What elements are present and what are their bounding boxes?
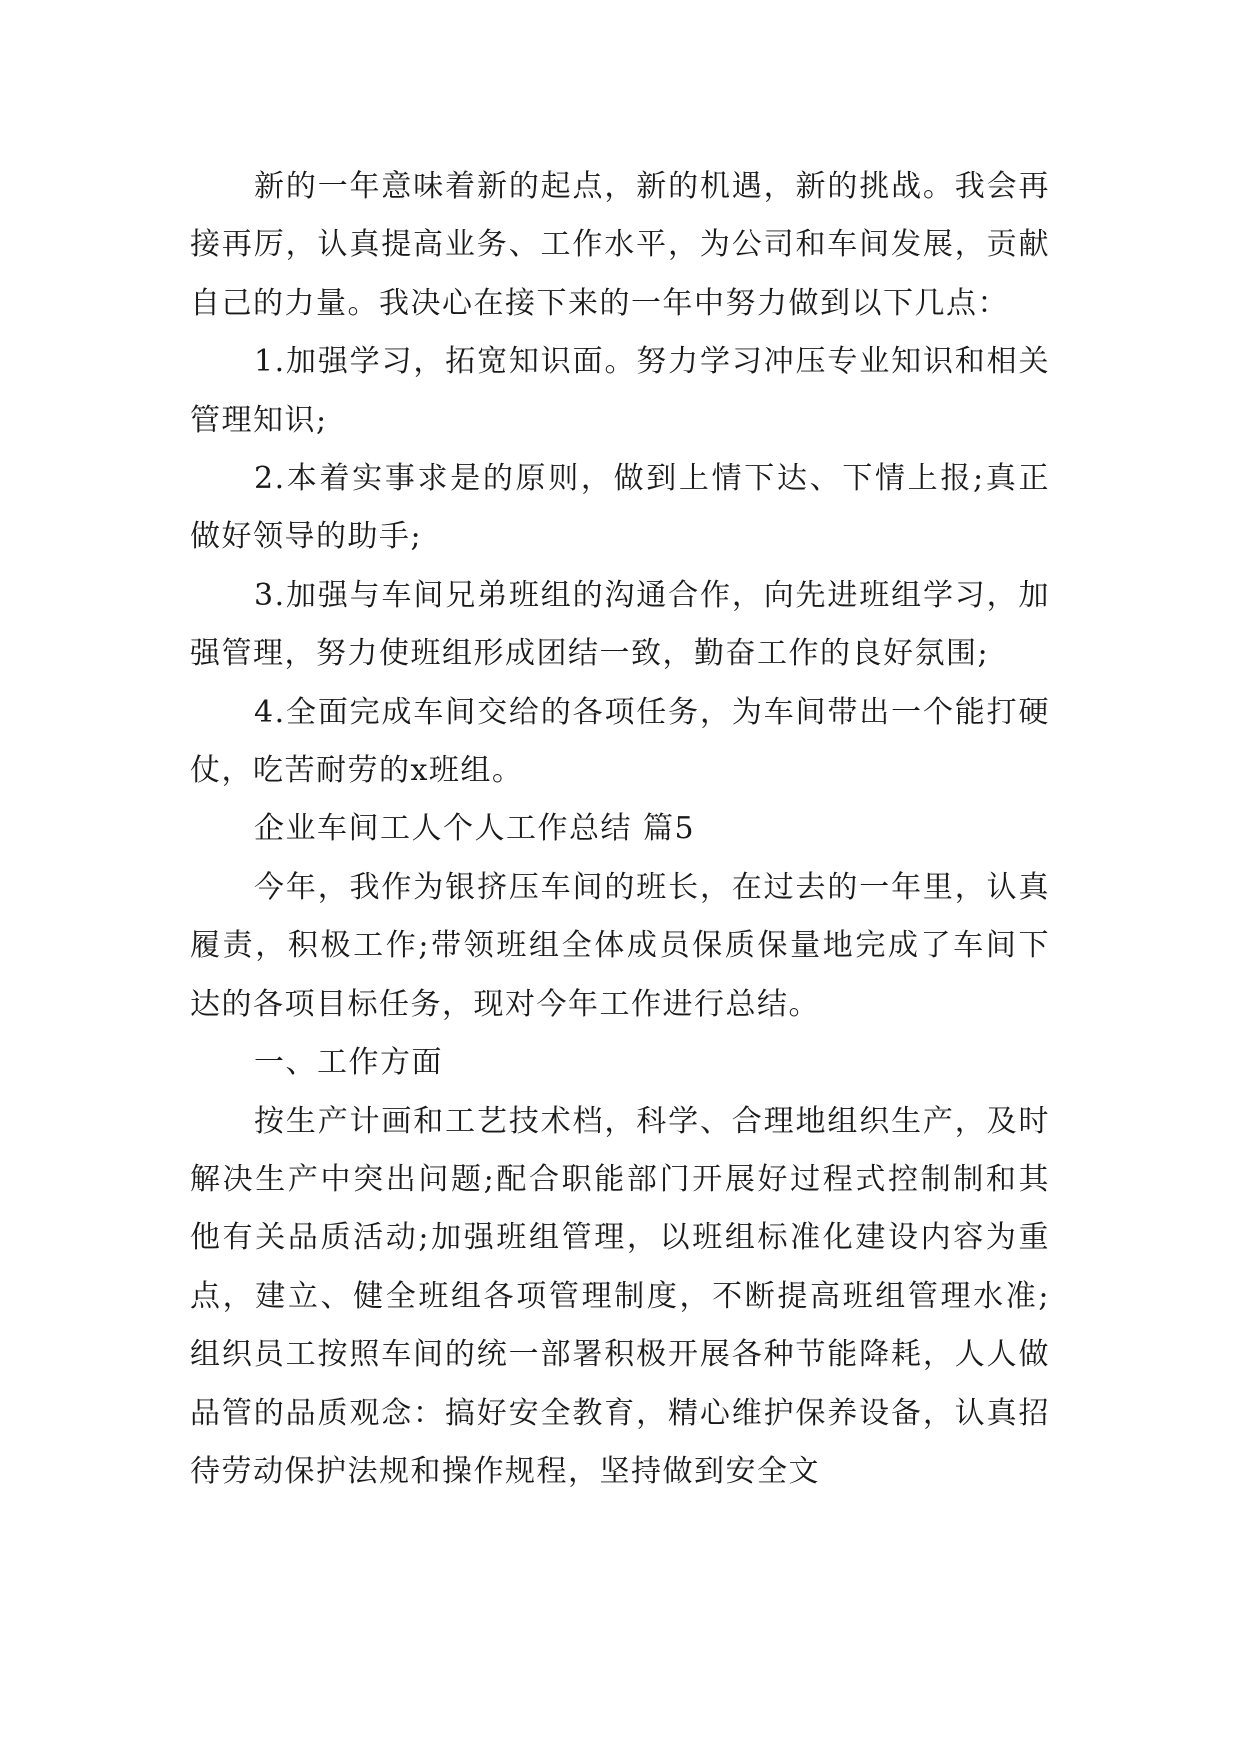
subsection-heading: 一、工作方面 bbox=[254, 1045, 443, 1081]
section-title: 企业车间工人个人工作总结 篇5 bbox=[254, 811, 696, 847]
list-item-4: 4.全面完成车间交给的各项任务，为车间带出一个能打硬仗，吃苦耐劳的x班组。 bbox=[190, 694, 1050, 789]
document-page bbox=[190, 158, 1050, 1501]
section-paragraph-1: 今年，我作为银挤压车间的班长，在过去的一年里，认真履责，积极工作;带领班组全体成员保质保量地完成了车间下达的各项目标任务，现对今年工作进行总结。 bbox=[190, 869, 1050, 1022]
list-item-1: 1.加强学习，拓宽知识面。努力学习冲压专业知识和相关管理知识; bbox=[190, 344, 1050, 438]
list-item-2: 2.本着实事求是的原则，做到上情下达、下情上报;真正做好领导的助手; bbox=[190, 461, 1050, 555]
section-paragraph-2: 按生产计画和工艺技术档，科学、合理地组织生产，及时解决生产中突出问题;配合职能部门开展好过程式控制制和其他有关品质活动;加强班组管理，以班组标准化建设内容为重点，建立、健全班组各项管理制度，不断提高班组管理水准;组织员工按照车间的统一部署积极开展各种节能降耗，人人做品管的品质观念：搞好安全教育，精心维护保养设备，认真招待劳动保护法规和操作规程，坚持做到安全文 bbox=[190, 1103, 1050, 1489]
paragraph-intro: 新的一年意味着新的起点，新的机遇，新的挑战。我会再接再厉，认真提高业务、工作水平，为公司和车间发展，贡献自己的力量。我决心在接下来的一年中努力做到以下几点： bbox=[190, 169, 1050, 321]
list-item-3: 3.加强与车间兄弟班组的沟通合作，向先进班组学习，加强管理，努力使班组形成团结一致，勤奋工作的良好氛围; bbox=[190, 577, 1050, 672]
